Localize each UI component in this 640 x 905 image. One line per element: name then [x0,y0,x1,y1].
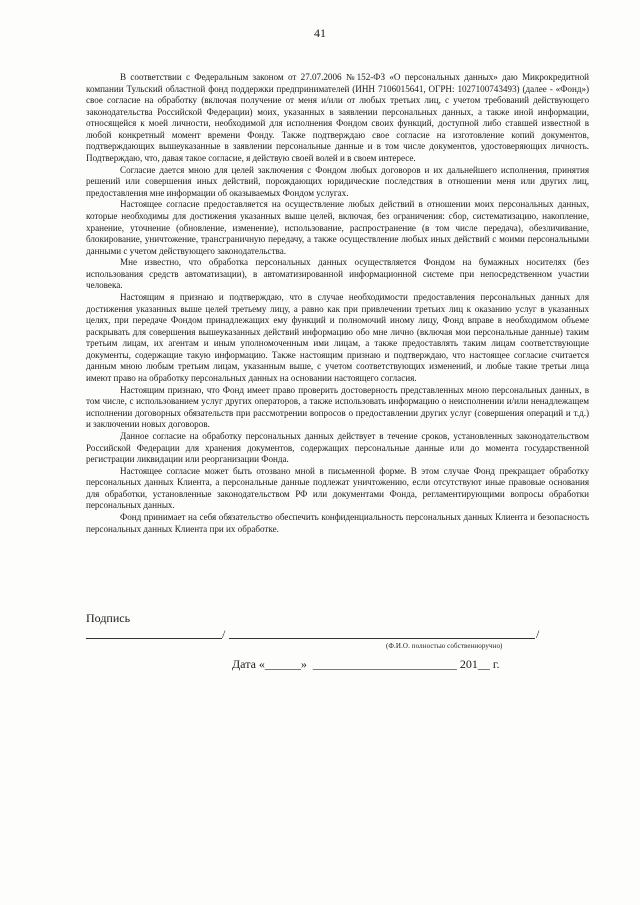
signature-label: Подпись [86,611,131,625]
paragraph: Мне известно, что обработка персональных данных осуществляется Фондом на бумажных носителях (без использования средств автоматизации), в автоматизированной информационной системе при непосредственном участии человека. [86,257,589,291]
separator-slash: / [222,627,226,641]
paragraph: Данное согласие на обработку персональных данных действует в течение сроков, установленных законодательством Российской Федерации для хранения документов, содержащих персональные данные или до момента государственной регистрации ликвидации или реорганизации Фонда. [86,430,589,465]
date-line: Дата «______» ________________________ 201__ г. [232,657,500,671]
signature-blank [86,638,222,639]
signature-line [86,625,541,639]
consent-text [86,72,589,535]
signature-caption: (Ф.И.О. полностью собственноручно) [386,642,503,650]
paragraph: Фонд принимает на себя обязательство обеспечить конфиденциальность персональных данных Клиента и безопасность персональных данных Клиента при их обработке. [86,511,589,534]
paragraph: В соответствии с Федеральным законом от 27.07.2006 №152-ФЗ «О персональных данных» даю Микрокредитной компании Тульский областной фонд поддержки предпринимателей (ИНН 7106015641, ОГРН: 1027100743493) (далее - «Фонд») свое согласие на обработку (включая получение от меня и/или от любых третьих лиц, с учетом требований действующего законодательства Российской Федерации) моих, указанных в заявлении персональных данных, а также иной информации, относящейся к моей личности, необходимой для исполнения Фондом своих функций, доступной либо ставшей известной в любой конкретный момент времени Фонду. Также подтверждаю свое согласие на изготовление копий документов, подтверждающих вышеуказанные в заявлении персональные данные и в том числе документов, удостоверяющих личность. Подтверждаю, что, давая такое согласие, я действую своей волей и в своем интересе. [86,72,589,164]
paragraph: Настоящим признаю, что Фонд имеет право проверить достоверность представленных мною персональных данных, в том числе, с использованием услуг других операторов, а также использовать информацию о неисполнении и/или ненадлежащем исполнении договорных обязательств при рассмотрении вопросов о предоставлении других услуг (совершения операций и т.д.) и заключении новых договоров. [86,384,589,430]
separator-slash: / [536,627,540,641]
paragraph: Согласие дается мною для целей заключения с Фондом любых договоров и их дальнейшего исполнения, принятия решений или совершения иных действий, порождающих юридические последствия в отношении меня или других лиц, предоставления мне информации об оказываемых Фондом услугах. [86,164,589,198]
full-name-blank [229,638,535,639]
paragraph: Настоящее согласие может быть отозвано мной в письменной форме. В этом случае Фонд прекращает обработку персональных данных Клиента, а персональные данные подлежат уничтожению, если отсутствуют иные правовые основания для обработки, установленные законодательством РФ или документами Фонда, регламентирующими вопросы обработки персональных данных. [86,465,589,511]
paragraph: Настоящим я признаю и подтверждаю, что в случае необходимости предоставления персональных данных для достижения указанных выше целей третьему лицу, а равно как при привлечении третьих лиц к оказанию услуг в указанных целях, при передаче Фондом принадлежащих ему функций и полномочий иному лицу, Фонд вправе в необходимом объеме раскрывать для совершения вышеуказанных действий информацию обо мне лично (включая мои персональные данные) таким третьим лицам, их агентам и иным уполномоченным ими лицам, а также предоставлять таким лицам соответствующие документы, содержащие такую информацию. Также настоящим признаю и подтверждаю, что настоящее согласие считается данным мною любым третьим лицам, указанным выше, с учетом соответствующих изменений, и любые такие третьи лица имеют право на обработку персональных данных на основании настоящего согласия. [86,291,589,384]
paragraph: Настоящее согласие предоставляется на осуществление любых действий в отношении моих персональных данных, которые необходимы для достижения указанных выше целей, включая, без ограничения: сбор, систематизацию, накопление, хранение, уточнение (обновление, изменение), использование, распространение (в том числе передача), обезличивание, блокирование, уничтожение, трансграничную передачу, а также осуществление любых иных действий с моими персональными данными с учетом действующего законодательства. [86,199,589,256]
page-number: 41 [314,26,326,40]
